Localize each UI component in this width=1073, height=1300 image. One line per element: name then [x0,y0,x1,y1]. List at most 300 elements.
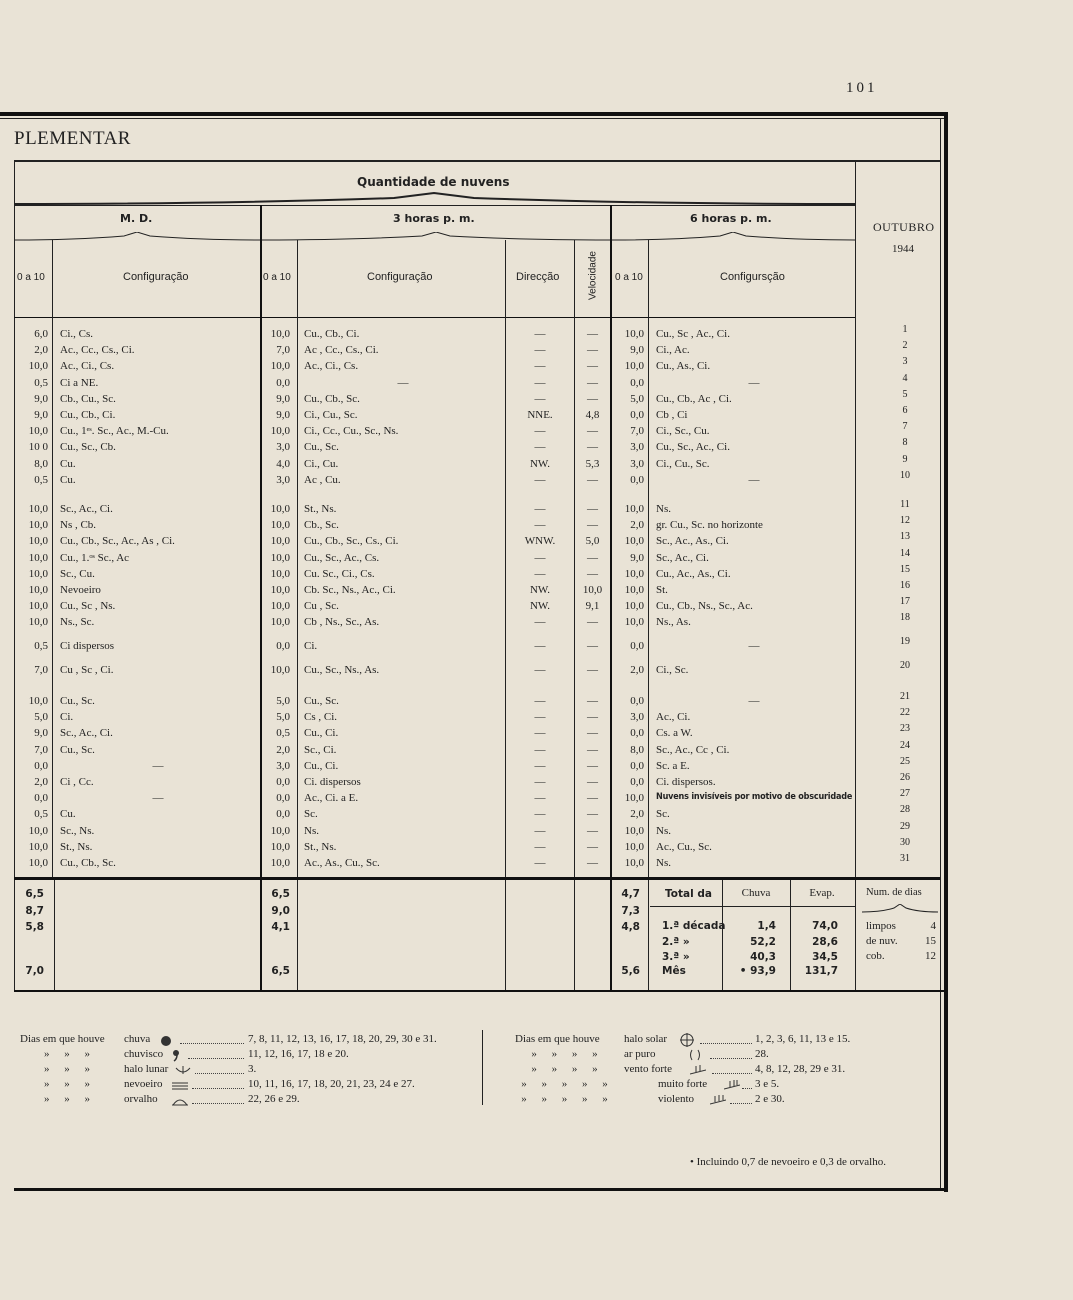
velocity: — [587,776,598,788]
day-number: 19 [900,636,910,647]
footer-right-days: 3 e 5. [755,1078,780,1090]
h6-config: Ci. dispersos. [656,776,716,788]
md-config: Ac., Cc., Cs., Ci. [60,344,135,357]
md-config: Cu , Sc , Ci. [60,664,114,676]
h3-config: Cu., Sc. [304,441,339,454]
md-quantity: 8,0 [34,457,48,470]
h6-config: Ci., Cu., Sc. [656,457,710,470]
h6-config: Ci., Sc., Cu. [656,425,710,438]
day-number: 18 [900,612,910,624]
day-number: 3 [902,356,908,368]
summary-md-value: 6,5 [25,888,44,900]
dias-brace-icon [862,904,938,914]
h6-quantity: 10,0 [624,567,644,580]
h3-quantity: 10,0 [270,857,290,869]
velocity: — [587,344,598,357]
md-config: Ci. [60,711,74,724]
h3-config: Ci. dispersos [304,776,361,788]
velocity: — [587,425,598,438]
md-config: Sc., Ns. [60,824,95,837]
md-quantity: 7,0 [34,743,48,756]
velocity: — [587,664,598,676]
day-number: 13 [900,531,910,543]
3h-6h-divider [610,205,612,990]
h3-quantity: 10,0 [270,616,290,629]
footer-left-label: orvalho [124,1093,158,1105]
h3-config: Ac , Cu. [304,473,341,486]
section-3h: 3 horas p. m. [393,212,475,225]
h6-quantity: 10,0 [624,535,644,548]
md-config: Ci dispersos [60,640,115,652]
h3-config: Ci., Cu. [304,457,339,470]
velocity: — [587,328,598,340]
day-number: 29 [900,820,910,832]
summary-h6-value: 7,3 [621,905,640,917]
h6-config: Ns. [656,824,671,837]
md-quantity: 0,0 [34,759,48,772]
direction: NW. [529,600,551,613]
md-quantity: 9,0 [34,392,48,405]
h6-quantity: 10,0 [624,824,644,837]
h6-quantity: 5,0 [630,392,644,405]
footnote: • Incluindo 0,7 de nevoeiro e 0,3 de orvalho. [690,1156,886,1168]
h3-quantity: 3,0 [276,473,290,486]
day-number: 6 [902,405,908,416]
h3-quantity: 5,0 [276,711,290,724]
md-quantity: 10,0 [28,840,48,853]
md-config-header: Configuração [123,271,189,283]
h3-config: St., Ns. [304,840,337,853]
h3-config: Cb , Ns., Sc., As. [304,616,380,629]
footer-right-prefix: » » » » [531,1063,604,1075]
md-quantity: 5,0 [34,711,48,724]
h3-quantity: 0,0 [276,376,290,389]
frame-top-rule [0,112,946,116]
footer-right-days: 1, 2, 3, 6, 11, 13 e 15. [755,1033,851,1045]
velocity: — [587,857,598,869]
h3-quantity: 2,0 [276,743,290,756]
md-quantity: 7,0 [34,664,48,676]
h3-quantity: 10,0 [270,328,290,340]
dotted-leader [180,1043,244,1044]
h3-brace-icon [262,232,610,242]
solar-halo-symbol-icon [680,1033,696,1047]
md-config: Ci , Cc. [60,776,94,788]
md-quantity: 0,5 [34,808,48,821]
md-quantity: 9,0 [34,409,48,421]
h6-scale-header: 0 a 10 [615,272,643,283]
h3-config: Cu., Cb., Ci. [304,328,360,340]
h6-quantity: 9,0 [630,551,644,564]
day-number: 14 [900,547,910,559]
md-config: Cu., Cb., Sc. [60,857,116,869]
h3-config: Ac., As., Cu., Sc. [304,857,380,869]
md-quantity: 10,0 [28,857,48,869]
pure-air-symbol-icon [689,1049,705,1063]
md-config: Cu., Sc., Cb. [60,441,116,454]
summary-h3-value: 6,5 [271,965,290,977]
day-number: 27 [900,788,910,800]
h6-config: Cu., Sc , Ac., Ci. [656,328,730,340]
h6-quantity: 0,0 [630,695,644,707]
h6-config: Cu., Sc., Ac., Ci. [656,441,730,454]
h3-config: Cb. Sc., Ns., Ac., Ci. [304,584,396,596]
group-brace-icon [14,192,855,206]
month-col-rule [855,162,856,990]
day-number: 12 [900,515,910,527]
frame-top-rule-thin [0,118,946,119]
h6-quantity: 2,0 [630,808,644,821]
md-config-rule [52,240,53,877]
h3-quantity: 10,0 [270,600,290,613]
h6-quantity: 0,0 [630,776,644,788]
dias-label: limpos [866,920,896,932]
direction: — [534,441,546,454]
direction: — [534,711,546,724]
h6-config: — [748,695,760,707]
direction: NW. [529,584,551,596]
dew-symbol-icon [172,1095,188,1109]
h6-config: St. [656,584,668,596]
h6-quantity: 0,0 [630,759,644,772]
table-top-rule [14,160,940,162]
dotted-leader [710,1058,752,1059]
md-config: Cb., Cu., Sc. [60,392,116,405]
h6-config: Ac., Cu., Sc. [656,840,712,853]
footer-left-days: 3. [248,1063,257,1075]
velocity: — [587,695,598,707]
velocity-header: Velocidade [587,251,599,300]
h6-config: Sc. [656,808,670,821]
day-number: 16 [900,580,910,591]
direction: — [534,473,546,486]
h6-quantity: 10,0 [624,792,644,805]
h6-config: Sc., Ac., Ci. [656,551,709,564]
direction: — [534,376,546,389]
dotted-leader [730,1103,752,1104]
h3-config: Cs , Ci. [304,711,338,724]
direction: — [534,519,546,532]
year-label: 1944 [892,243,914,255]
decade-label: 3.ª » [662,951,690,963]
h3-config: Ac., Ci., Cs. [304,360,359,373]
h6-quantity: 2,0 [630,664,644,676]
day-number: 8 [902,437,908,449]
summary-md-value: 7,0 [25,965,44,977]
day-number: 10 [900,469,910,481]
h6-config: Nuvens invisíveis por motivo de obscuridade [656,792,852,803]
md-config: Sc., Ac., Ci. [60,727,113,740]
h6-quantity: 10,0 [624,584,644,596]
h3-config: Cu., Sc., Ac., Cs. [304,551,380,564]
footer-left-label: halo lunar [124,1063,169,1075]
h3-config: Ci., Cc., Cu., Sc., Ns. [304,425,399,438]
md-config: Sc., Cu. [60,567,95,580]
md-config: Ns., Sc. [60,616,95,629]
section-md: M. D. [120,212,153,225]
md-quantity: 0,5 [34,473,48,486]
h3-quantity: 0,0 [276,792,290,805]
md-config: Sc., Ac., Ci. [60,503,113,515]
h6-config: Sc., Ac., Cc , Ci. [656,743,730,756]
md-config: Cu., Sc. [60,743,95,756]
day-number: 25 [900,755,910,767]
h3-quantity: 10,0 [270,551,290,564]
day-number: 31 [900,853,910,864]
footer-right-label: ar puro [624,1048,656,1060]
h6-quantity: 2,0 [630,519,644,532]
day-number: 2 [902,340,908,352]
h6-config: Ci., Sc. [656,664,689,676]
h6-quantity: 10,0 [624,328,644,340]
h3-config: Ns. [304,824,319,837]
direction: — [534,551,546,564]
h3-config-header: Configuração [367,271,433,283]
md-config: Cu. [60,457,76,470]
dias-value: 4 [930,920,936,932]
frame-right-rule [944,112,948,1192]
drizzle-symbol-icon [172,1049,188,1063]
day-number: 1 [902,324,908,335]
header-bottom-rule [14,317,855,318]
direction: — [534,360,546,373]
h3-quantity: 10,0 [270,360,290,373]
total-label: Total da [665,888,712,900]
md-quantity: 9,0 [34,727,48,740]
md-quantity: 10,0 [28,425,48,438]
velocity: — [587,711,598,724]
h6-quantity: 8,0 [630,743,644,756]
md-config: Cu., Sc. [60,695,95,707]
direction: — [534,640,546,652]
chuva-value: • 93,9 [739,965,776,977]
h3-quantity: 10,0 [270,503,290,515]
h3-config: Cu., Sc., Ns., As. [304,664,380,676]
dotted-leader [195,1073,244,1074]
h6-config: Ac., Ci. [656,711,691,724]
dias-label: cob. [866,950,885,962]
summary-md-value: 8,7 [25,905,44,917]
md-config: Cu. [60,473,76,486]
evap-value: 74,0 [812,920,838,932]
direction: — [534,776,546,788]
h6-config: — [748,376,760,389]
dias-value: 15 [925,935,936,947]
h3-quantity: 9,0 [276,409,290,421]
footer-right-prefix: Dias em que houve [515,1033,600,1045]
md-config: — [152,792,164,805]
velocity: — [587,567,598,580]
day-number: 28 [900,804,910,816]
day-number: 20 [900,660,910,671]
md-quantity: 10,0 [28,600,48,613]
footer-left-label: nevoeiro [124,1078,163,1090]
h6-config: — [748,640,760,652]
direction: — [534,840,546,853]
md-config: Cu., 1.ᵒˢ Sc., Ac [60,551,130,564]
h3-config: — [397,376,409,389]
h3-config: Sc., Ci. [304,743,337,756]
direction: — [534,425,546,438]
h3-config: Cu., Cb., Sc., Cs., Ci. [304,535,399,548]
h6-quantity: 10,0 [624,360,644,373]
day-number: 26 [900,772,910,783]
footer-right-label: muito forte [658,1078,708,1090]
direction: — [534,503,546,515]
md-quantity: 10,0 [28,584,48,596]
h6-config: Ns., As. [656,616,691,629]
h3-quantity: 0,0 [276,808,290,821]
md-quantity: 2,0 [34,344,48,357]
md-scale-header: 0 a 10 [17,272,45,283]
direction: — [534,664,546,676]
h6-config: Cu., Ac., As., Ci. [656,567,731,580]
md-config: St., Ns. [60,840,93,853]
md-quantity: 10,0 [28,616,48,629]
md-quantity: 10,0 [28,824,48,837]
month-label: OUTUBRO [873,220,935,234]
h3-quantity: 3,0 [276,759,290,772]
md-quantity: 0,5 [34,376,48,389]
md-config: Cu., Cb., Sc., Ac., As , Ci. [60,535,175,548]
md-config: Cu., 1ᵉˢ. Sc., Ac., M.-Cu. [60,425,169,438]
h6-config: — [748,473,760,486]
footer-left-days: 11, 12, 16, 17, 18 e 20. [248,1048,349,1060]
direction: NW. [529,457,551,470]
direction: — [534,328,546,340]
h3-quantity: 3,0 [276,441,290,454]
md-quantity: 10,0 [28,503,48,515]
h3-config: Cu., Ci. [304,727,339,740]
frame-right-rule-thin [940,118,941,1188]
direction: — [534,792,546,805]
h6-quantity: 10,0 [624,503,644,515]
evap-header: Evap. [809,887,835,899]
summary-h3-value: 6,5 [271,888,290,900]
day-number: 23 [900,723,910,735]
footer-left-prefix: » » » [44,1063,96,1075]
lunar-halo-symbol-icon [175,1064,191,1078]
velocity: — [587,759,598,772]
h3-quantity: 10,0 [270,567,290,580]
h3-quantity: 10,0 [270,425,290,438]
velocity: — [587,743,598,756]
page-title: PLEMENTAR [14,128,131,149]
md-quantity: 10,0 [28,551,48,564]
day-number: 9 [902,453,908,465]
md-quantity: 0,0 [34,792,48,805]
md-config: — [152,759,164,772]
chuva-value: 40,3 [750,951,776,963]
velocity: — [587,551,598,564]
h6-quantity: 0,0 [630,727,644,740]
h3-config: Sc. [304,808,318,821]
h6-quantity: 10,0 [624,840,644,853]
h6-quantity: 3,0 [630,457,644,470]
footer-right-label: halo solar [624,1033,668,1045]
velocity: — [587,503,598,515]
velocity: 9,1 [585,600,600,613]
h3-config: Cu., Ci. [304,759,339,772]
very-strong-wind-symbol-icon [724,1079,740,1093]
day-number: 22 [900,707,910,719]
dotted-leader [192,1088,244,1089]
velocity: — [587,808,598,821]
h6-quantity: 0,0 [630,376,644,389]
footer-divider [482,1030,483,1105]
velocity: — [587,840,598,853]
velocity: — [587,360,598,373]
h6-quantity: 9,0 [630,344,644,357]
md-config: Ci a NE. [60,376,99,389]
summary-top-rule [14,877,940,880]
h6-quantity: 0,0 [630,640,644,652]
h6-quantity: 10,0 [624,616,644,629]
summary-h3-value: 4,1 [271,921,290,933]
direction: — [534,567,546,580]
h3-quantity: 0,0 [276,640,290,652]
h6-config: Sc., Ac., As., Ci. [656,535,729,548]
chuva-value: 52,2 [750,936,776,948]
h6-quantity: 3,0 [630,711,644,724]
h3-quantity: 10,0 [270,664,290,676]
velocity: 4,8 [585,409,600,421]
velocity: — [587,392,598,405]
md-quantity: 10,0 [28,519,48,532]
velocity: — [587,640,598,652]
h3-config: Ci., Cu., Sc. [304,409,358,421]
h3-quantity: 0,0 [276,776,290,788]
h6-config: Cu., Cb., Ac , Ci. [656,392,732,405]
footer-left-prefix: » » » [44,1078,96,1090]
velocity: 5,0 [585,535,600,548]
strong-wind-symbol-icon [690,1064,706,1078]
footer-left-prefix: » » » [44,1093,96,1105]
day-number: 24 [900,739,910,751]
day-number: 21 [900,691,910,702]
h6-config: Cu., Cb., Ns., Sc., Ac. [656,600,753,613]
footer-left-label: chuvisco [124,1048,164,1060]
h6-quantity: 3,0 [630,441,644,454]
velocity: — [587,519,598,532]
violent-wind-symbol-icon [710,1094,726,1108]
chuva-value: 1,4 [757,920,776,932]
direction: — [534,759,546,772]
dias-value: 12 [925,950,936,962]
direction-header: Direcção [516,271,560,283]
velocity: — [587,376,598,389]
h6-config: Ci., Ac. [656,344,690,357]
h6-config: Ns. [656,857,671,869]
section-6h: 6 horas p. m. [690,212,772,225]
rain-symbol-icon [160,1035,176,1049]
day-number: 15 [900,563,910,575]
day-number: 4 [902,372,908,384]
footer-right-days: 2 e 30. [755,1093,785,1105]
direction: NNE. [527,409,553,421]
velocity: — [587,616,598,629]
h6-config: Cb , Ci [656,409,688,421]
h6-config: Ns. [656,503,671,515]
decade-label: 2.ª » [662,936,690,948]
h3-config: Cu., Sc. [304,695,339,707]
evap-value: 131,7 [804,965,838,977]
md-quantity: 10,0 [28,567,48,580]
md-quantity: 0,5 [34,640,48,652]
footer-left-days: 22, 26 e 29. [248,1093,300,1105]
md-config: Ns , Cb. [60,519,97,532]
h3-config: Ac , Cc., Cs., Ci. [304,344,379,357]
